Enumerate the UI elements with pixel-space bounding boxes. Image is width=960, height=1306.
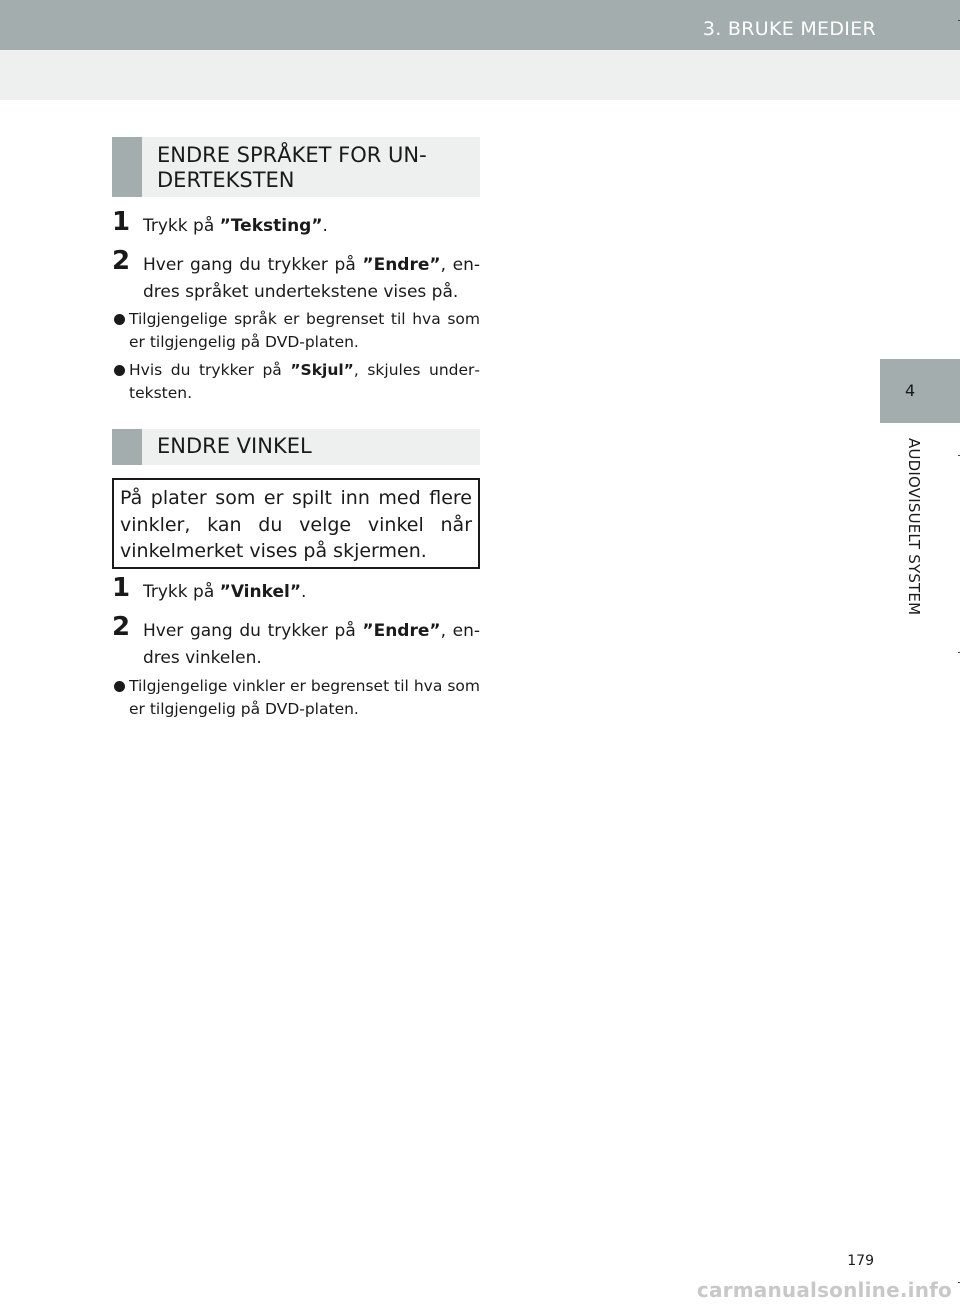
section-heading-angle — [112, 429, 480, 465]
step-text: . — [322, 216, 328, 236]
button-reference: ”Endre” — [362, 621, 441, 641]
chapter-title: 3. BRUKE MEDIER — [702, 18, 876, 40]
button-reference: ”Skjul” — [290, 361, 354, 379]
heading-accent-bar — [112, 137, 142, 197]
step-text: Trykk på — [143, 582, 220, 602]
button-reference: ”Teksting” — [219, 216, 323, 236]
button-reference: ”Vinkel” — [219, 582, 301, 602]
section-heading-subtitle-language — [112, 137, 480, 197]
header-band — [0, 50, 960, 100]
bullet-text: Tilgjengelige vinkler er begrenset til hva som er tilgjengelig på DVD-platen. — [129, 677, 480, 718]
heading-accent-bar — [112, 429, 142, 465]
step-2-endre — [112, 246, 481, 306]
step-number: 1 — [112, 207, 131, 237]
step-1-teksting — [112, 207, 480, 240]
bullet-text: Tilgjengelige språk er begrenset til hva som er tilgjengelig på DVD-platen. — [129, 310, 480, 351]
chapter-tab — [880, 359, 960, 423]
button-reference: ”Endre” — [362, 255, 441, 275]
bullet-text: , skjules underteksten. — [129, 361, 480, 402]
bullet-available-angles — [112, 675, 480, 721]
step-2-endre-vinkel — [112, 612, 481, 672]
bullet-available-languages — [112, 308, 480, 354]
bullet-icon — [114, 365, 125, 376]
step-text: . — [301, 582, 307, 602]
step-text: Hver gang du trykker på — [143, 255, 363, 275]
step-text: Hver gang du trykker på — [143, 621, 363, 641]
info-box — [112, 478, 480, 569]
step-text: , endres vinkelen. — [143, 621, 481, 668]
heading-line-2: DERTEKSTEN — [157, 168, 295, 192]
step-1-vinkel — [112, 573, 480, 606]
bullet-icon — [114, 314, 125, 325]
chapter-number: 4 — [905, 381, 916, 400]
heading-line-1: ENDRE SPRÅKET FOR UN- — [157, 143, 427, 167]
chapter-label: AUDIOVISUELT SYSTEM — [905, 438, 923, 616]
step-number: 2 — [112, 246, 131, 276]
heading-line-1: ENDRE VINKEL — [157, 434, 312, 458]
watermark: carmanualsonline.info — [696, 1278, 952, 1302]
page-number: 179 — [847, 1253, 874, 1269]
step-text: , endres språket undertekstene vises på. — [143, 255, 481, 302]
step-number: 1 — [112, 573, 131, 603]
step-number: 2 — [112, 612, 131, 642]
bullet-text: Hvis du trykker på — [129, 361, 291, 379]
header-bar — [0, 0, 960, 50]
step-text: Trykk på — [143, 216, 220, 236]
bullet-hide-subtitles — [112, 359, 480, 405]
info-text: På plater som er spilt inn med flere vinkler, kan du velge vinkel når vinkelmerket vises på skjermen. — [120, 487, 472, 562]
bullet-icon — [114, 681, 125, 692]
